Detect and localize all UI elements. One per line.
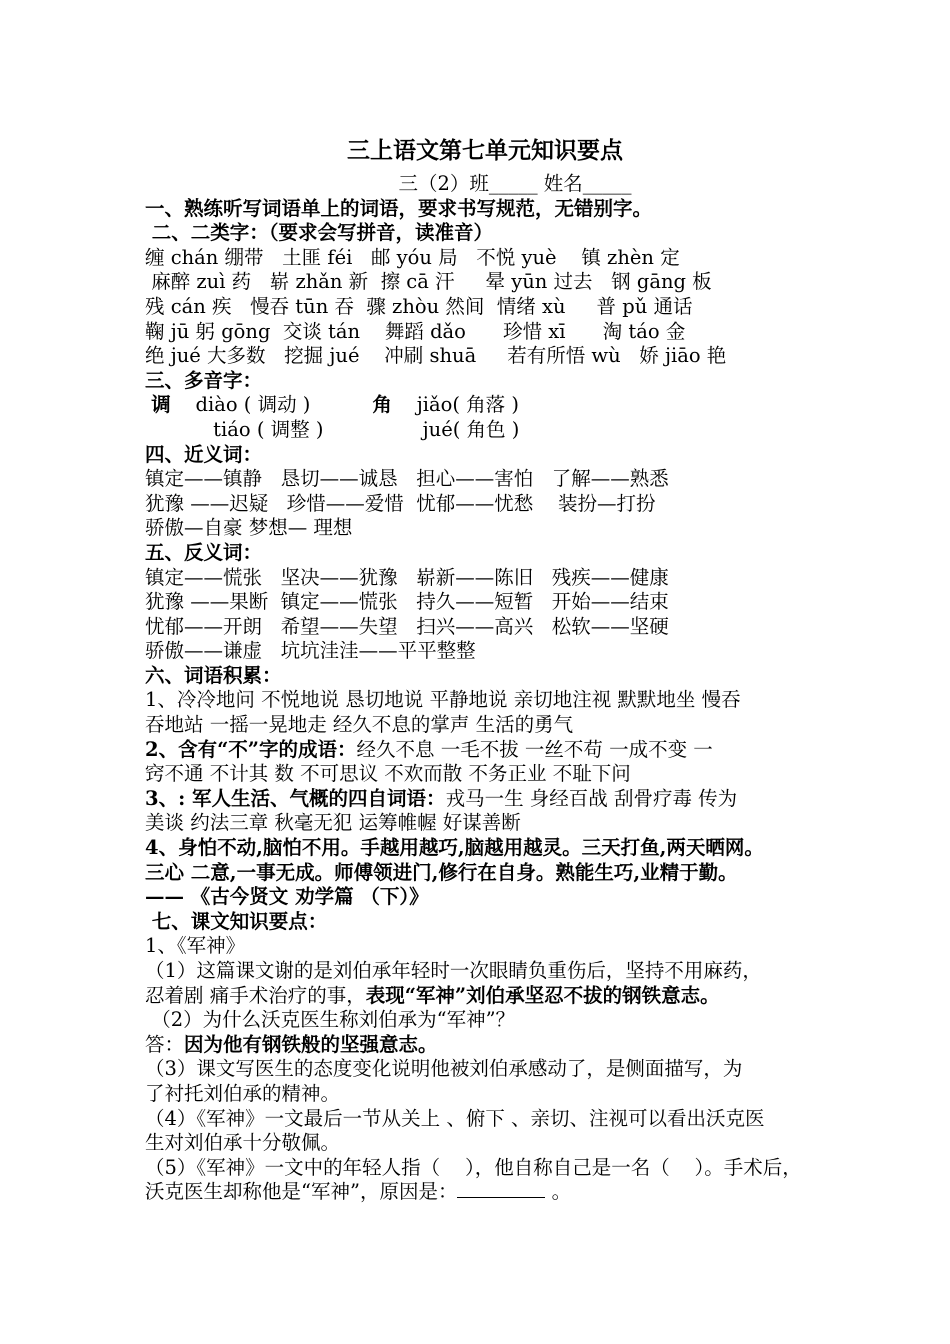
idioms-line: 窍不通 不计其 数 不可思议 不欢而散 不务正业 不耻下问 xyxy=(145,762,631,786)
polyphone-reading: jiǎo( 角落 ) xyxy=(391,393,519,417)
polyphone-row-1 xyxy=(145,393,825,418)
section-3-heading: 三、多音字： xyxy=(145,368,263,392)
idioms-line xyxy=(145,738,825,763)
question-1-line xyxy=(145,984,825,1009)
section-4-heading: 四、近义词： xyxy=(145,442,263,466)
question-4-line: （4）《军神》一文最后一节从关上 、俯下 、亲切、注视可以看出沃克医 xyxy=(145,1106,765,1130)
section-1-heading: 一、熟练听写词语单上的词语，要求书写规范，无错别字。 xyxy=(145,196,653,220)
question-5-line xyxy=(145,1180,825,1205)
synonym-line: 镇定——镇静 恳切——诚恳 担心——害怕 了解——熟悉 xyxy=(145,467,669,491)
question-1-line: （1）这篇课文谢的是刘伯承年轻时一次眼睛负重伤后，坚持不用麻药， xyxy=(145,959,762,982)
question-2-line: （2）为什么沃克医生称刘伯承为“军神”？ xyxy=(145,1008,516,1032)
question-3-line: （3）课文写医生的态度变化说明他被刘伯承感动了，是侧面描写，为 xyxy=(145,1057,743,1081)
page-title: 三上语文第七单元知识要点 xyxy=(347,137,623,164)
question-5-end: 。 xyxy=(545,1180,572,1204)
answer-blank[interactable] xyxy=(457,1180,545,1198)
section-6-heading: 六、词语积累： xyxy=(145,663,282,687)
military-words-line: 美谈 约法三章 秋毫无犯 运筹帷幄 好谋善断 xyxy=(145,811,521,835)
section-5-heading: 五、反义词： xyxy=(145,540,263,564)
military-words-label: 3、: 军人生活、气概的四自词语： xyxy=(145,786,446,810)
answer-text: 因为他有钢铁般的坚强意志。 xyxy=(184,1032,438,1056)
class-name-line: 三（2）班_____ 姓名_____ xyxy=(398,172,632,195)
synonym-line: 犹豫 ——迟疑 珍惜——爱惜 忧郁——忧愁 装扮—打扮 xyxy=(145,491,656,515)
polyphone-reading: diào ( 调动 ) xyxy=(170,393,373,417)
section-2-line: 绝 jué 大多数 挖掘 jué 冲刷 shuā 若有所悟 wù 娇 jiāo 艳 xyxy=(145,344,727,368)
section-2-line: 缠 chán 绷带 土匪 féi 邮 yóu 局 不悦 yuè 镇 zhèn 定 xyxy=(145,245,680,269)
military-words-line xyxy=(145,787,825,812)
synonym-line: 骄傲—自豪 梦想— 理想 xyxy=(145,516,353,540)
question-3-line: 了衬托刘伯承的精神。 xyxy=(145,1081,341,1105)
answer-line xyxy=(145,1033,825,1058)
question-4-line: 生对刘伯承十分敬佩。 xyxy=(145,1131,341,1155)
antonym-line: 犹豫 ——果断 镇定——慌张 持久——短暂 开始——结束 xyxy=(145,590,669,614)
question-5-text: 沃克医生却称他是“军神”，原因是： xyxy=(145,1180,458,1204)
proverb-source: —— 《古今贤文 劝学篇 （下）》 xyxy=(145,885,429,909)
antonym-line: 忧郁——开朗 希望——失望 扫兴——高兴 松软——坚硬 xyxy=(145,614,669,638)
document-page xyxy=(145,134,825,1205)
polyphone-char-jiao: 角 xyxy=(372,393,392,417)
lesson-title: 1、《军神》 xyxy=(145,934,246,958)
idioms-text: 经久不息 一毛不拔 一丝不苟 一成不变 一 xyxy=(356,737,713,761)
polyphone-char-diao: 调 xyxy=(151,393,171,417)
antonym-line: 骄傲——谦虚 坑坑洼洼——平平整整 xyxy=(145,639,476,663)
section-7-heading: 七、课文知识要点： xyxy=(145,909,328,933)
answer-label: 答： xyxy=(145,1032,185,1056)
antonym-line: 镇定——慌张 坚决——犹豫 崭新——陈旧 残疾——健康 xyxy=(145,565,669,589)
section-2-line: 麻醉 zuì 药 崭 zhǎn 新 擦 cā 汗 晕 yūn 过去 钢 gāng 板 xyxy=(145,270,712,294)
question-5-line: （5）《军神》一文中的年轻人指（ ），他自称自己是一名（ ）。手术后， xyxy=(145,1155,802,1179)
word-accumulation-line: 吞地站 一摇一晃地走 经久不息的掌声 生活的勇气 xyxy=(145,713,574,737)
section-2-line: 残 cán 疾 慢吞 tūn 吞 骤 zhòu 然间 情绪 xù 普 pǔ 通话 xyxy=(145,294,693,318)
question-1-text: 忍着剧 痛手术治疗的事， xyxy=(145,983,366,1007)
section-2-line: 鞠 jū 躬 gōng 交谈 tán 舞蹈 dǎo 珍惜 xī 淘 táo 金 xyxy=(145,319,686,343)
military-words-text: 戎马一生 身经百战 刮骨疗毒 传为 xyxy=(445,786,738,810)
polyphone-row-2: tiáo ( 调整 ) jué( 角色 ) xyxy=(145,417,520,441)
section-2-heading: 二、二类字：（要求会写拼音，读准音） xyxy=(145,221,494,245)
word-accumulation-line: 1、冷冷地问 不悦地说 恳切地说 平静地说 亲切地注视 默默地坐 慢吞 xyxy=(145,688,741,712)
proverb-line: 4、身怕不动,脑怕不用。手越用越巧,脑越用越灵。三天打鱼,两天晒网。 xyxy=(145,836,764,860)
idioms-label: 2、含有“不”字的成语： xyxy=(145,737,357,761)
question-1-emphasis: 表现“军神”刘伯承坚忍不拔的钢铁意志。 xyxy=(365,983,720,1007)
proverb-line: 三心 二意,一事无成。师傅领进门,修行在自身。熟能生巧,业精于勤。 xyxy=(145,860,738,884)
